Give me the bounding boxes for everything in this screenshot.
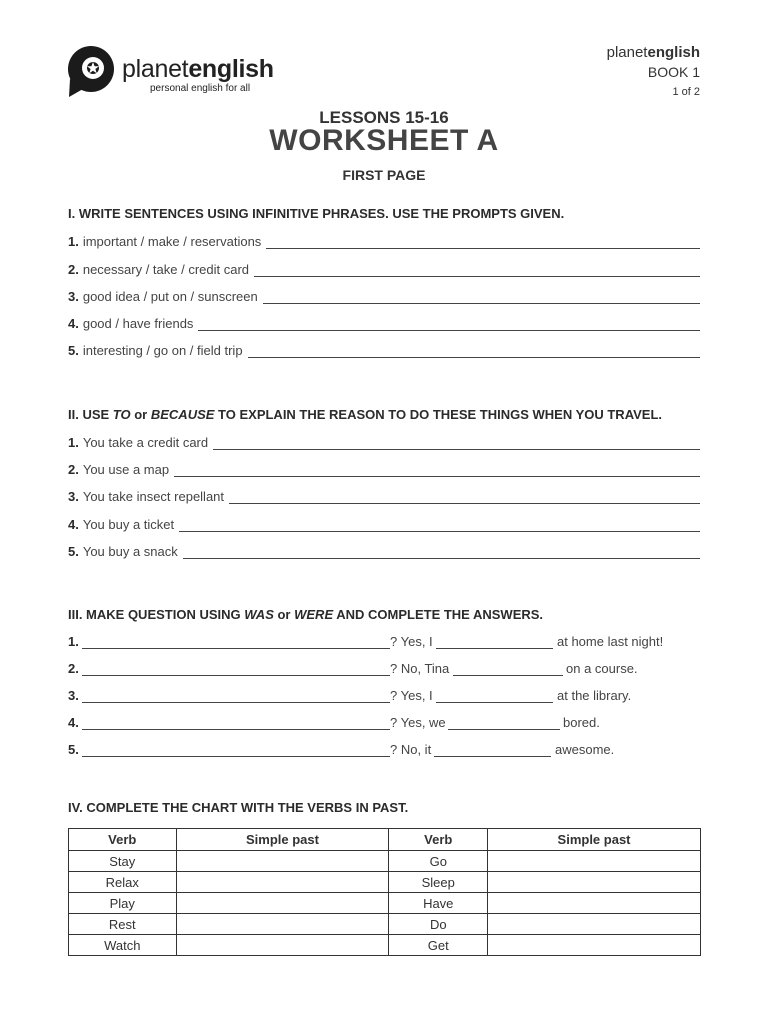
section-2-item <box>68 487 700 504</box>
brand-info <box>607 44 700 98</box>
question-line[interactable] <box>82 715 390 730</box>
answer-line[interactable] <box>179 519 700 532</box>
heading-part: II. USE <box>68 407 113 422</box>
item-number: 1. <box>68 234 79 249</box>
verb-cell: Rest <box>69 914 177 935</box>
worksheet-title: WORKSHEET A <box>269 124 499 157</box>
heading-part: or <box>130 407 151 422</box>
verb-cell: Get <box>389 935 488 956</box>
section-2-item <box>68 542 700 559</box>
item-prompt: important / make / reservations <box>82 234 262 249</box>
question-line[interactable] <box>82 634 390 649</box>
section-4-heading: IV. COMPLETE THE CHART WITH THE VERBS IN PAST. <box>68 800 409 815</box>
answer-start: ? Yes, I <box>390 688 433 703</box>
heading-emphasis-was: WAS <box>244 607 274 622</box>
verb-cell: Watch <box>69 935 177 956</box>
question-line[interactable] <box>82 688 390 703</box>
item-prompt: You take a credit card <box>82 435 209 450</box>
section-2-item <box>68 460 700 477</box>
answer-end: on a course. <box>566 661 638 676</box>
item-number: 3. <box>68 688 79 703</box>
past-cell[interactable] <box>488 935 701 956</box>
chart-header-row <box>69 829 701 851</box>
column-header: Simple past <box>176 829 389 851</box>
page-subtitle: FIRST PAGE <box>342 167 426 183</box>
column-header: Simple past <box>488 829 701 851</box>
section-1-item <box>68 314 700 331</box>
item-number: 2. <box>68 661 79 676</box>
past-cell[interactable] <box>488 851 701 872</box>
item-number: 3. <box>68 489 79 504</box>
item-number: 4. <box>68 316 79 331</box>
chart-row <box>69 851 701 872</box>
section-1-item <box>68 287 700 304</box>
past-cell[interactable] <box>176 851 389 872</box>
logo-word-bold: english <box>188 55 274 83</box>
answer-start: ? No, it <box>390 742 432 757</box>
answer-start: ? Yes, I <box>390 634 433 649</box>
answer-line[interactable] <box>248 345 700 358</box>
brand-name-light: planet <box>606 44 648 61</box>
answer-start: ? Yes, we <box>390 715 446 730</box>
answer-blank[interactable] <box>448 715 560 730</box>
heading-emphasis-were: WERE <box>294 607 334 622</box>
item-number: 5. <box>68 343 79 358</box>
item-number: 3. <box>68 289 79 304</box>
section-2-heading <box>68 407 662 422</box>
logo-tagline: personal english for all <box>150 83 251 94</box>
heading-part: TO EXPLAIN THE REASON TO DO THESE THINGS WHEN YOU TRAVEL. <box>214 407 663 422</box>
verb-cell: Do <box>389 914 488 935</box>
item-prompt: You use a map <box>82 462 170 477</box>
answer-end: awesome. <box>555 742 615 757</box>
verb-cell: Go <box>389 851 488 872</box>
section-3-heading <box>68 607 543 622</box>
item-prompt: You buy a snack <box>82 544 178 559</box>
item-number: 1. <box>68 634 79 649</box>
item-number: 4. <box>68 715 79 730</box>
answer-blank[interactable] <box>453 661 563 676</box>
answer-line[interactable] <box>213 437 700 450</box>
heading-emphasis-because: BECAUSE <box>150 407 215 422</box>
item-prompt: You take insect repellant <box>82 489 225 504</box>
logo-badge-icon <box>67 45 117 97</box>
past-cell[interactable] <box>176 893 389 914</box>
chart-row <box>69 872 701 893</box>
brand-name-bold: english <box>647 44 700 61</box>
heading-emphasis-to: TO <box>112 407 131 422</box>
answer-blank[interactable] <box>436 634 553 649</box>
logo-wordmark <box>122 55 274 84</box>
item-number: 5. <box>68 742 79 757</box>
lessons-title: LESSONS 15-16 <box>319 108 449 127</box>
section-1-item <box>68 341 700 358</box>
answer-line[interactable] <box>198 318 700 331</box>
item-prompt: necessary / take / credit card <box>82 262 250 277</box>
past-cell[interactable] <box>488 914 701 935</box>
chart-row <box>69 914 701 935</box>
chart-row <box>69 935 701 956</box>
logo-word-light: planet <box>122 55 189 83</box>
past-cell[interactable] <box>176 935 389 956</box>
answer-end: at home last night! <box>557 634 664 649</box>
item-prompt: You buy a ticket <box>82 517 175 532</box>
verb-cell: Stay <box>69 851 177 872</box>
answer-end: bored. <box>563 715 600 730</box>
question-line[interactable] <box>82 661 390 676</box>
section-2-item <box>68 433 700 450</box>
column-header: Verb <box>69 829 177 851</box>
answer-line[interactable] <box>183 546 700 559</box>
planetenglish-logo <box>67 45 287 105</box>
verb-cell: Sleep <box>389 872 488 893</box>
heading-part: AND COMPLETE THE ANSWERS. <box>333 607 544 622</box>
column-header: Verb <box>389 829 488 851</box>
page-number: 1 of 2 <box>672 86 700 98</box>
answer-blank[interactable] <box>436 688 553 703</box>
verbs-chart <box>68 828 701 956</box>
answer-start: ? No, Tina <box>390 661 450 676</box>
item-prompt: good idea / put on / sunscreen <box>82 289 258 304</box>
item-prompt: interesting / go on / field trip <box>82 343 243 358</box>
answer-end: at the library. <box>557 688 632 703</box>
book-label: BOOK 1 <box>647 64 700 80</box>
answer-blank[interactable] <box>434 742 551 757</box>
item-prompt: good / have friends <box>82 316 194 331</box>
brand-name <box>607 44 700 61</box>
past-cell[interactable] <box>488 872 701 893</box>
item-number: 2. <box>68 462 79 477</box>
answer-line[interactable] <box>174 464 700 477</box>
heading-part: III. MAKE QUESTION USING <box>68 607 245 622</box>
section-1-item <box>68 260 700 277</box>
verb-cell: Play <box>69 893 177 914</box>
section-1-item <box>68 232 700 249</box>
item-number: 5. <box>68 544 79 559</box>
verb-cell: Have <box>389 893 488 914</box>
past-cell[interactable] <box>176 914 389 935</box>
item-number: 2. <box>68 262 79 277</box>
heading-part: or <box>273 607 295 622</box>
verb-cell: Relax <box>69 872 177 893</box>
answer-line[interactable] <box>254 264 700 277</box>
chart-row <box>69 893 701 914</box>
section-1-heading: I. WRITE SENTENCES USING INFINITIVE PHRASES. USE THE PROMPTS GIVEN. <box>68 206 565 221</box>
item-number: 4. <box>68 517 79 532</box>
section-2-item <box>68 515 700 532</box>
item-number: 1. <box>68 435 79 450</box>
answer-line[interactable] <box>266 236 700 249</box>
question-line[interactable] <box>82 742 390 757</box>
answer-line[interactable] <box>263 291 700 304</box>
answer-line[interactable] <box>229 491 700 504</box>
past-cell[interactable] <box>176 872 389 893</box>
past-cell[interactable] <box>488 893 701 914</box>
